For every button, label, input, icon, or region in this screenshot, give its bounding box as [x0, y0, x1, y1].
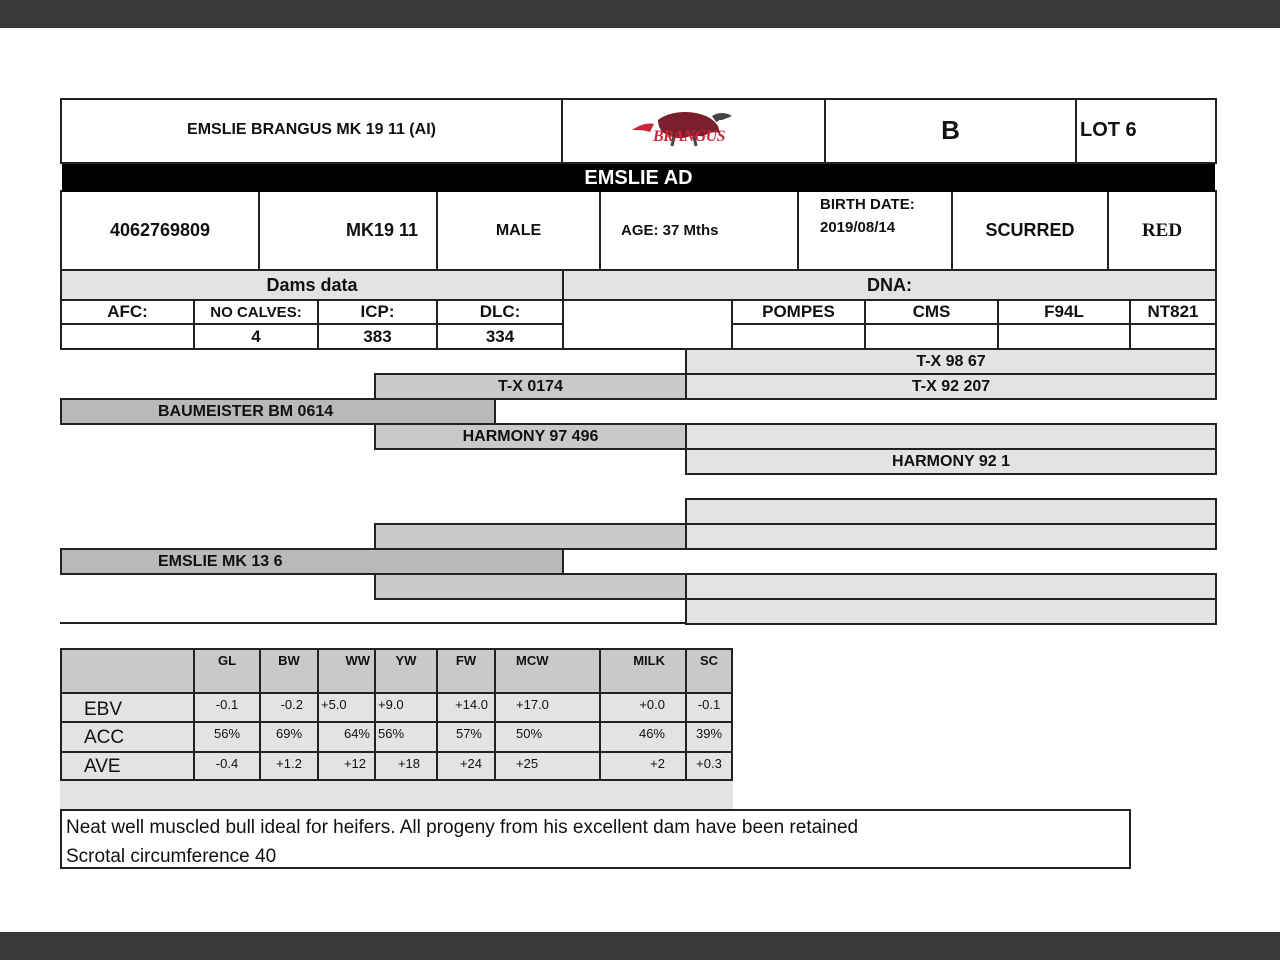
dlc-value: 334 — [485, 326, 515, 346]
birth-date: 2019/08/14 — [820, 219, 896, 236]
bottom-bar — [0, 932, 1280, 960]
pedigree-sire-dam-sire — [685, 423, 1217, 450]
dams-data-heading: Dams data — [266, 274, 358, 295]
dna-test-pompes: POMPES — [762, 302, 835, 321]
pedigree-dam-dam — [374, 573, 687, 600]
ebv-cell: +2 — [650, 756, 665, 771]
ebv-col-gl: GL — [217, 652, 237, 668]
pedigree-bottom-rule — [60, 622, 686, 624]
ebv-col-milk: MILK — [633, 652, 665, 668]
pedigree-dam: EMSLIE MK 13 6 — [60, 548, 564, 575]
dlc-label: DLC: — [479, 302, 521, 321]
polled-status: SCURRED — [985, 220, 1075, 240]
ebv-cell: +5.0 — [321, 697, 347, 712]
ebv-row-label-acc: ACC — [84, 727, 125, 748]
pedigree-dam-sire — [374, 523, 687, 550]
icp-value: 383 — [363, 326, 392, 346]
ebv-cell: +18 — [397, 756, 420, 771]
ebv-cell: +24 — [459, 756, 482, 771]
ebv-row-label-ave: AVE — [84, 756, 121, 777]
ebv-cell: 64% — [343, 726, 370, 741]
ebv-cell: +17.0 — [516, 697, 549, 712]
ebv-cell: +12 — [343, 756, 366, 771]
ebv-cell: 69% — [275, 726, 303, 741]
top-bar — [0, 0, 1280, 28]
grade-badge: B — [941, 114, 960, 145]
ebv-cell: 46% — [638, 726, 665, 741]
animal-name-banner: EMSLIE AD — [62, 164, 1215, 192]
ebv-cell: 56% — [213, 726, 241, 741]
ebv-col-fw: FW — [455, 652, 477, 668]
no-calves-label: NO CALVES: — [210, 303, 302, 321]
pedigree-sire: BAUMEISTER BM 0614 — [60, 398, 496, 425]
ebv-cell: 39% — [695, 726, 723, 741]
lot-title: EMSLIE BRANGUS MK 19 11 (AI) — [187, 121, 436, 138]
dna-heading: DNA: — [867, 274, 912, 295]
logo-text: BRANGUS — [653, 128, 726, 145]
dna-test-f94l: F94L — [1044, 302, 1084, 321]
ebv-cell: 50% — [516, 726, 543, 741]
pedigree-sire-sire: T-X 0174 — [374, 373, 687, 400]
comment-line-1: Neat well muscled bull ideal for heifers. All progeny from his excellent dam have been retained — [66, 817, 859, 838]
afc-label: AFC: — [107, 302, 148, 321]
ebv-cell: -0.2 — [280, 697, 303, 712]
icp-label: ICP: — [360, 302, 395, 321]
ebv-cell: 56% — [378, 726, 405, 741]
ebv-col-ww: WW — [345, 652, 370, 668]
ebv-cell: -0.1 — [215, 697, 239, 712]
pedigree-dam-sire-sire — [685, 498, 1217, 525]
ebv-col-sc: SC — [699, 652, 719, 668]
ebv-cell: +1.2 — [276, 756, 302, 771]
pedigree-sire-dam-dam: HARMONY 92 1 — [685, 448, 1217, 475]
lot-number: LOT 6 — [1080, 118, 1137, 141]
animal-sex: MALE — [495, 221, 542, 239]
no-calves-value: 4 — [251, 326, 261, 346]
animal-id: 4062769809 — [109, 220, 211, 240]
ebv-cell: -0.4 — [215, 756, 239, 771]
pedigree-sire-sire-sire: T-X 98 67 — [685, 348, 1217, 375]
brangus-logo — [563, 100, 824, 160]
pedigree-dam-dam-dam — [685, 598, 1217, 625]
animal-color: RED — [1141, 219, 1183, 241]
ebv-cell: +9.0 — [378, 697, 404, 712]
comments-box — [60, 809, 1131, 869]
ebv-cell: +0.3 — [696, 756, 722, 771]
ebv-col-bw: BW — [278, 652, 300, 668]
birth-date-label: BIRTH DATE: — [820, 196, 915, 213]
pedigree-sire-dam: HARMONY 97 496 — [374, 423, 687, 450]
ebv-cell: +25 — [516, 756, 539, 771]
ebv-col-yw: YW — [395, 652, 417, 668]
ebv-row-label-ebv: EBV — [84, 698, 123, 720]
pedigree-dam-dam-sire — [685, 573, 1217, 600]
comment-line-2: Scrotal circumference 40 — [66, 846, 277, 867]
ebv-cell: +14.0 — [455, 697, 488, 712]
ebv-col-mcw: MCW — [516, 652, 549, 668]
animal-age: AGE: 37 Mths — [621, 222, 719, 239]
animal-tag: MK19 11 — [345, 220, 418, 240]
afc-value — [62, 325, 193, 348]
ebv-cell: 57% — [455, 726, 482, 741]
ebv-cell: +0.0 — [639, 697, 665, 712]
ebv-cell: -0.1 — [697, 697, 721, 712]
pedigree-sire-sire-dam: T-X 92 207 — [685, 373, 1217, 400]
dna-test-cms: CMS — [912, 302, 951, 321]
pedigree-dam-sire-dam — [685, 523, 1217, 550]
dna-test-nt821: NT821 — [1147, 302, 1199, 321]
